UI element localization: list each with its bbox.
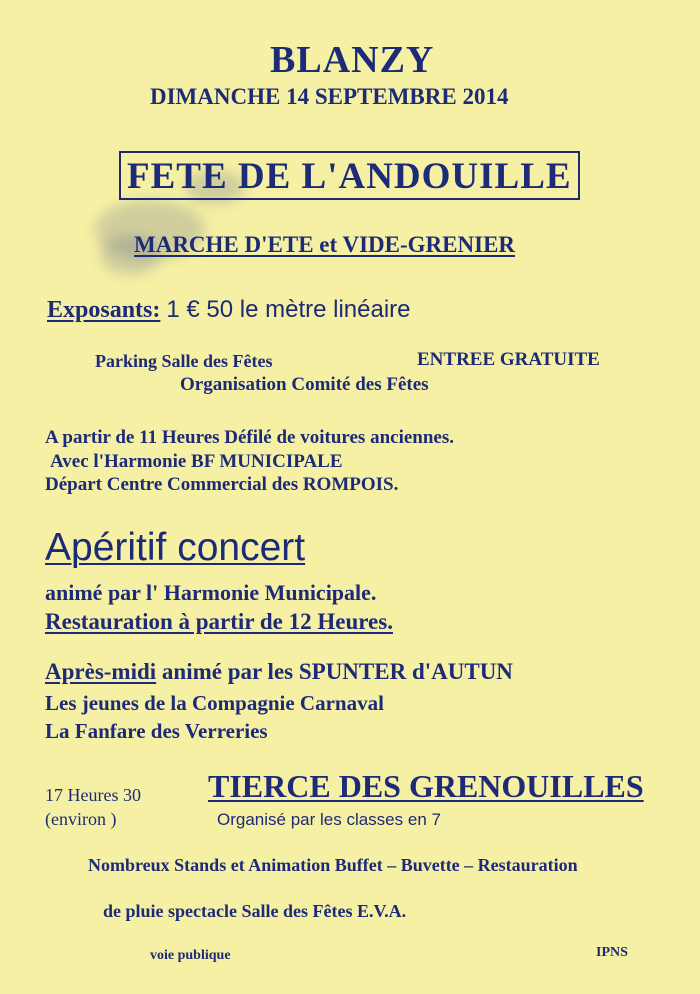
- tierce-organiser: Organisé par les classes en 7: [217, 810, 441, 829]
- afternoon-label: Après-midi: [45, 659, 157, 684]
- event-title: FETE DE L'ANDOUILLE: [119, 151, 580, 200]
- rain-line: de pluie spectacle Salle des Fêtes E.V.A.: [103, 901, 407, 921]
- entry-info: ENTREE GRATUITE: [417, 349, 600, 370]
- parade-line-1: A partir de 11 Heures Défilé de voitures anciennes.: [45, 427, 455, 448]
- parking-info: Parking Salle des Fêtes: [95, 351, 273, 371]
- tierce-title: TIERCE DES GRENOUILLES: [208, 768, 644, 804]
- exposants-line: [47, 296, 411, 324]
- organisation-info: Organisation Comité des Fêtes: [180, 374, 429, 395]
- afternoon-line-3: La Fanfare des Verreries: [45, 719, 268, 743]
- stands-line: Nombreux Stands et Animation Buffet – Buvette – Restauration: [88, 855, 578, 875]
- concert-line-1: animé par l' Harmonie Municipale.: [45, 580, 377, 605]
- afternoon-line-1: [45, 659, 513, 685]
- concert-title: Apéritif concert: [45, 526, 306, 569]
- tierce-approx: (environ ): [45, 809, 117, 829]
- afternoon-rest: animé par les SPUNTER d'AUTUN: [156, 659, 513, 684]
- afternoon-line-2: Les jeunes de la Compagnie Carnaval: [45, 691, 384, 715]
- concert-line-2: Restauration à partir de 12 Heures.: [45, 609, 393, 634]
- exposants-price: 1 € 50 le mètre linéaire: [166, 296, 411, 323]
- ipns-mark: IPNS: [596, 945, 628, 960]
- exposants-label: Exposants:: [47, 297, 161, 323]
- event-date: DIMANCHE 14 SEPTEMBRE 2014: [150, 84, 509, 109]
- town-title: BLANZY: [270, 39, 435, 81]
- tierce-time: 17 Heures 30: [45, 785, 141, 805]
- parade-line-3: Départ Centre Commercial des ROMPOIS.: [45, 474, 399, 495]
- parade-line-2: Avec l'Harmonie BF MUNICIPALE: [50, 451, 343, 472]
- voie-publique: voie publique: [150, 948, 231, 963]
- event-subtitle: MARCHE D'ETE et VIDE-GRENIER: [134, 232, 516, 257]
